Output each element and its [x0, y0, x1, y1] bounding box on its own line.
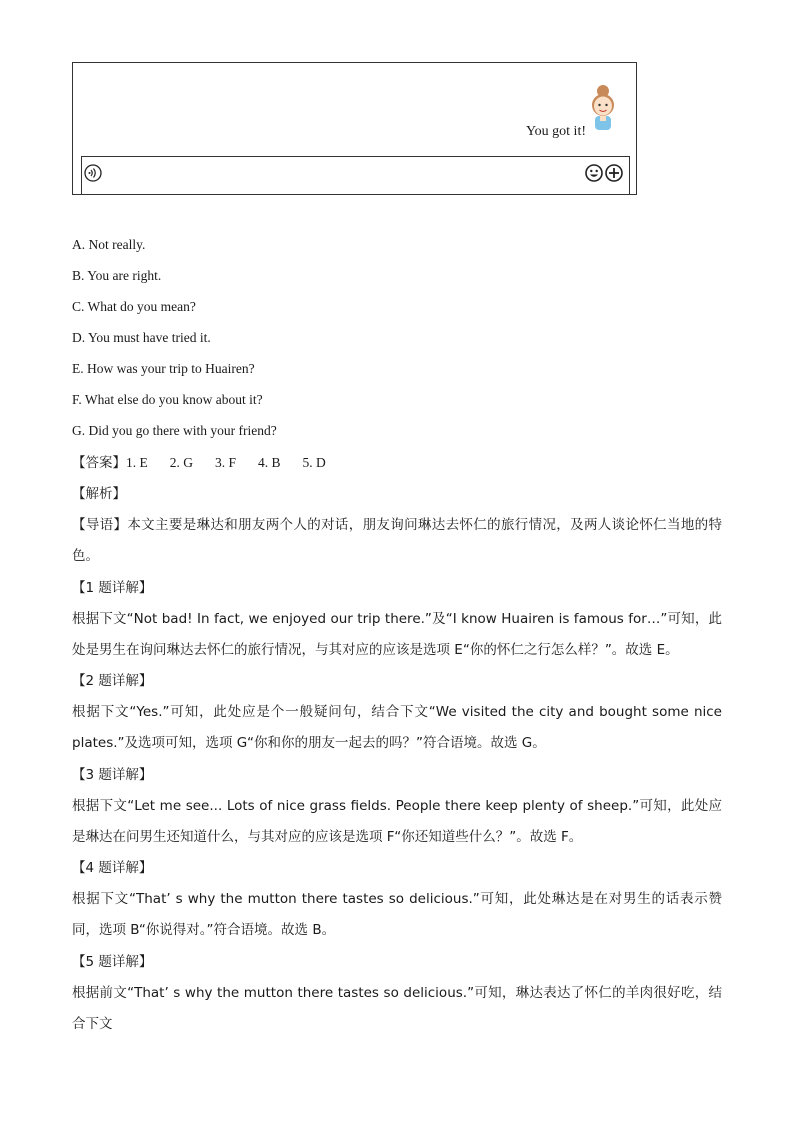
option-d: D. You must have tried it. [72, 330, 211, 345]
option-b: B. You are right. [72, 268, 162, 283]
detail-4-heading: 【4 题详解】 [72, 860, 153, 876]
add-icon[interactable] [605, 164, 623, 182]
answer-item: 2. G [169, 455, 193, 470]
detail-4-text: 根据下文“That’ s why the mutton there tastes so delicious.”可知，此处琳达是在对男生的话表示赞同，选项 B“你说得对。”符合语境。故选 B。 [72, 891, 722, 938]
detail-5-heading: 【5 题详解】 [72, 954, 153, 970]
intro-paragraph: 【导语】本文主要是琳达和朋友两个人的对话，朋友询问琳达去怀仁的旅行情况，及两人谈论怀仁当地的特色。 [72, 517, 722, 564]
answer-line [72, 454, 348, 472]
detail-1-text: 根据下文“Not bad! In fact, we enjoyed our trip there.”及“I know Huairen is famous for…”可知，此处是男生在询问琳达去怀仁的旅行情况，与其对应的应该是选项 E“你的怀仁之行怎么样？”。故选 E。 [72, 611, 722, 658]
detail-3-text: 根据下文“Let me see... Lots of nice grass fields. People there keep plenty of sheep.”可知，此处应是琳达在问男生还知道什么，与其对应的应该是选项 F“你还知道些什么？”。故选 F。 [72, 798, 722, 845]
emoji-icon[interactable] [585, 164, 603, 182]
option-c: C. What do you mean? [72, 299, 196, 314]
girl-avatar-icon [586, 83, 620, 135]
detail-3-heading: 【3 题详解】 [72, 767, 153, 783]
option-g: G. Did you go there with your friend? [72, 423, 277, 438]
voice-icon[interactable] [84, 164, 102, 182]
answer-item: 5. D [302, 455, 326, 470]
answer-item: 3. F [215, 455, 237, 470]
chat-window [72, 62, 637, 195]
chat-message-bubble: You got it! [525, 124, 586, 139]
option-f: F. What else do you know about it? [72, 392, 263, 407]
detail-2-text: 根据下文“Yes.”可知，此处应是个一般疑问句，结合下文“We visited the city and bought some nice plates.”及选项可知，选项 G“你和你的朋友一起去的吗？”符合语境。故选 G。 [72, 704, 722, 751]
chat-input-bar[interactable] [81, 156, 630, 194]
detail-1-heading: 【1 题详解】 [72, 580, 153, 596]
analysis-label: 【解析】 [72, 486, 126, 502]
answer-item: 1. E [126, 455, 148, 470]
detail-5-text: 根据前文“That’ s why the mutton there tastes so delicious.”可知，琳达表达了怀仁的羊肉很好吃，结合下文 [72, 985, 722, 1032]
option-a: A. Not really. [72, 237, 146, 252]
answer-item: 4. B [258, 455, 281, 470]
answer-label: 【答案】 [72, 455, 126, 471]
option-e: E. How was your trip to Huairen? [72, 361, 255, 376]
detail-2-heading: 【2 题详解】 [72, 673, 153, 689]
